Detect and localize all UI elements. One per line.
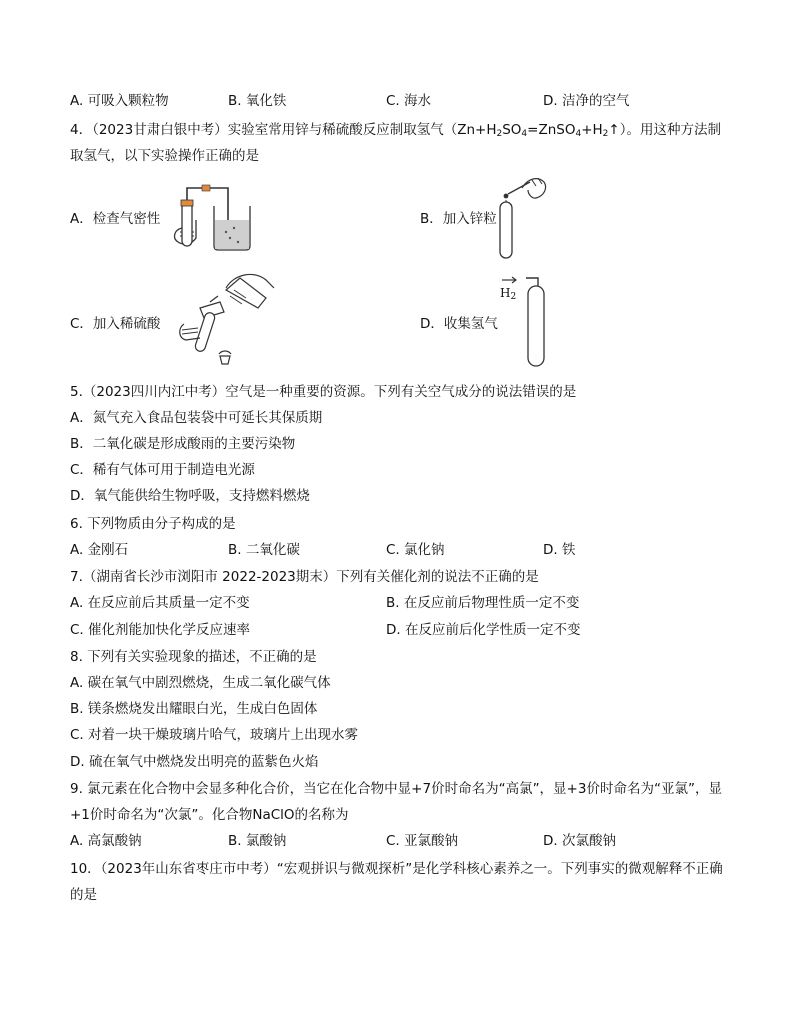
q5-stem: 5.（2023四川内江中考）空气是一种重要的资源。下列有关空气成分的说法错误的是 bbox=[70, 384, 577, 400]
q3-option-b: B. 氧化铁 bbox=[228, 93, 287, 109]
q6-option-b: B. 二氧化碳 bbox=[228, 542, 300, 558]
add-zinc-figure bbox=[492, 172, 552, 262]
q7-stem: 7.（湖南省长沙市浏阳市 2022-2023期末）下列有关催化剂的说法不正确的是 bbox=[70, 569, 539, 585]
q4-eq-part: SO bbox=[502, 122, 522, 138]
q6-option-a: A. 金刚石 bbox=[70, 542, 129, 558]
q7-option-b: B. 在反应前后物理性质一定不变 bbox=[386, 595, 580, 611]
q8-option-c: C. 对着一块干燥玻璃片哈气，玻璃片上出现水雾 bbox=[70, 727, 359, 743]
q5-option-b: B．二氧化碳是形成酸雨的主要污染物 bbox=[70, 436, 296, 452]
q8-option-d: D. 硫在氧气中燃烧发出明亮的蓝紫色火焰 bbox=[70, 754, 319, 770]
q6-stem: 6. 下列物质由分子构成的是 bbox=[70, 516, 236, 532]
q10-stem-line2: 的是 bbox=[70, 887, 97, 903]
h2-label: $H_2$ bbox=[500, 286, 517, 302]
q9-stem-line2: +1价时命名为“次氯”。化合物NaClO的名称为 bbox=[70, 807, 349, 823]
q4-option-d: D．收集氢气 bbox=[420, 316, 498, 332]
q3-option-a: A. 可吸入颗粒物 bbox=[70, 93, 169, 109]
q4-eq-sub: 2 bbox=[496, 129, 503, 139]
q3-option-c: C. 海水 bbox=[386, 93, 432, 109]
q7-option-a: A. 在反应前后其质量一定不变 bbox=[70, 595, 250, 611]
q10-stem-line1: 10．（2023年山东省枣庄市中考）“宏观拼识与微观探析”是化学科核心素养之一。下列事实的微观解释不正确 bbox=[70, 861, 723, 877]
q9-option-b: B. 氯酸钠 bbox=[228, 833, 287, 849]
q4-option-b: B．加入锌粒 bbox=[420, 211, 497, 227]
q8-option-a: A. 碳在氧气中剧烈燃烧，生成二氧化碳气体 bbox=[70, 675, 331, 691]
collect-hydrogen-figure bbox=[498, 272, 558, 372]
q5-option-a: A．氮气充入食品包装袋中可延长其保质期 bbox=[70, 410, 323, 426]
q4-eq-sub: 4 bbox=[575, 129, 582, 139]
airtightness-check-figure bbox=[170, 180, 270, 252]
q3-option-d: D. 洁净的空气 bbox=[543, 93, 630, 109]
q4-eq-sub: 2 bbox=[602, 129, 609, 139]
q4-eq-part: Zn+H bbox=[457, 122, 497, 138]
q6-option-c: C. 氯化钠 bbox=[386, 542, 445, 558]
q7-option-d: D. 在反应前后化学性质一定不变 bbox=[386, 622, 581, 638]
q4-stem-line2: 取氢气，以下实验操作正确的是 bbox=[70, 148, 259, 164]
q4-prefix: 4．（2023甘肃白银中考）实验室常用锌与稀硫酸反应制取氢气（ bbox=[70, 122, 458, 138]
q4-eq-part: ↑）。用这种方法制 bbox=[608, 122, 721, 138]
q4-option-c: C．加入稀硫酸 bbox=[70, 316, 161, 332]
q6-option-d: D. 铁 bbox=[543, 542, 576, 558]
q4-eq-part: =ZnSO bbox=[527, 122, 576, 138]
q4-eq-sub: 4 bbox=[521, 129, 528, 139]
q7-option-c: C. 催化剂能加快化学反应速率 bbox=[70, 622, 251, 638]
q5-option-c: C．稀有气体可用于制造电光源 bbox=[70, 462, 255, 478]
add-acid-figure bbox=[170, 268, 280, 372]
q8-stem: 8. 下列有关实验现象的描述，不正确的是 bbox=[70, 649, 317, 665]
q9-option-a: A. 高氯酸钠 bbox=[70, 833, 142, 849]
q9-option-c: C. 亚氯酸钠 bbox=[386, 833, 459, 849]
q4-stem-line1 bbox=[70, 121, 721, 143]
q4-eq-part: +H bbox=[581, 122, 603, 138]
q4-option-a: A．检查气密性 bbox=[70, 211, 161, 227]
q9-option-d: D. 次氯酸钠 bbox=[543, 833, 616, 849]
q9-stem-line1: 9. 氯元素在化合物中会显多种化合价，当它在化合物中显+7价时命名为“高氯”，显+3价时命名为“亚氯”，显 bbox=[70, 781, 722, 797]
q5-option-d: D．氧气能供给生物呼吸，支持燃料燃烧 bbox=[70, 488, 310, 504]
q8-option-b: B. 镁条燃烧发出耀眼白光，生成白色固体 bbox=[70, 701, 318, 717]
